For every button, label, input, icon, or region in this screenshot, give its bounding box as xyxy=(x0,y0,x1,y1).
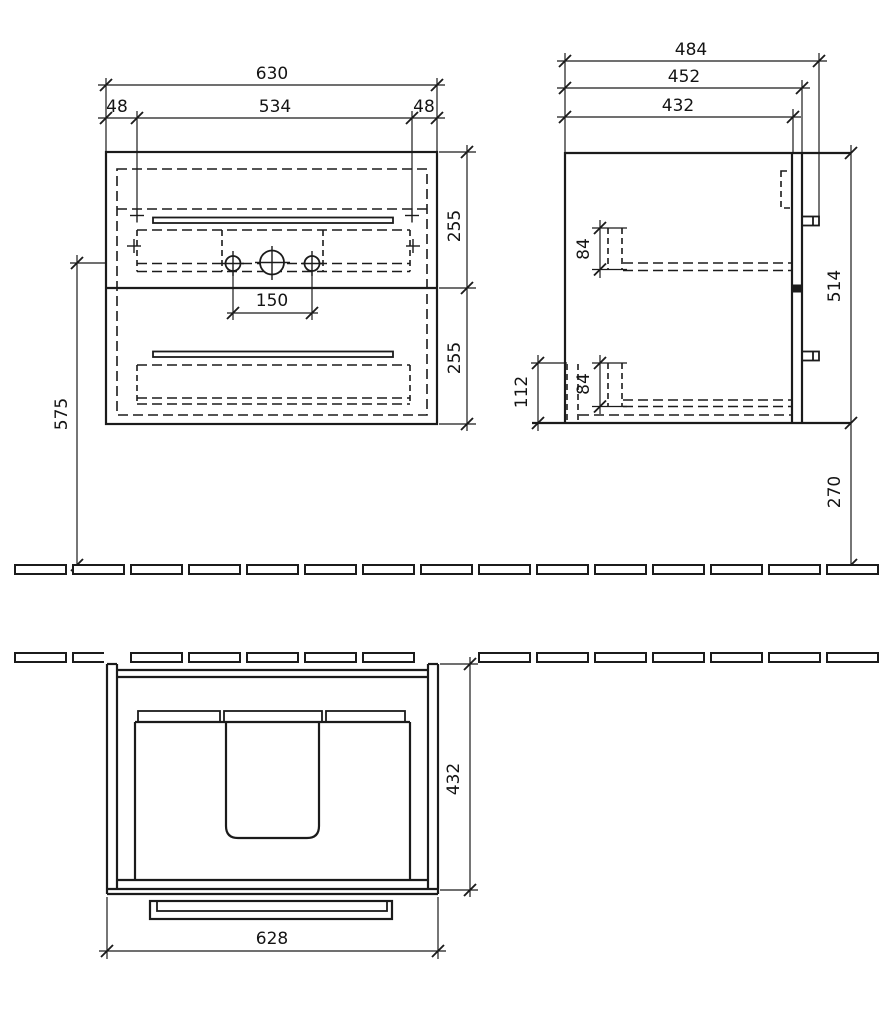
top-view xyxy=(99,657,478,959)
dim-label-432-side: 432 xyxy=(661,96,695,116)
dim-side-carcass-depth xyxy=(557,67,810,94)
dim-upper-bracket xyxy=(574,220,606,278)
dim-label-255-upper: 255 xyxy=(445,209,465,243)
dim-top-front-width xyxy=(99,929,446,957)
dim-height-and-clearance xyxy=(825,145,857,571)
dim-front-mount-height xyxy=(52,255,83,571)
hanging-rail-dashed xyxy=(781,171,792,208)
wall-bracket-lower xyxy=(802,352,819,361)
dim-label-112: 112 xyxy=(512,375,532,409)
floor-hatch-line xyxy=(14,564,884,575)
dim-top-depth xyxy=(444,657,476,897)
dim-front-clearance xyxy=(512,355,544,431)
dim-label-255-lower: 255 xyxy=(445,341,465,375)
dim-label-84-upper: 84 xyxy=(574,238,594,260)
wall-bracket-upper xyxy=(802,217,819,226)
dim-label-84-lower: 84 xyxy=(574,373,594,395)
dim-label-575: 575 xyxy=(52,397,72,431)
dim-label-270: 270 xyxy=(825,475,845,509)
dim-side-inner-depth xyxy=(557,96,801,123)
front-view xyxy=(52,64,476,571)
drawer-rail-center xyxy=(224,711,322,722)
drawer-rail-left xyxy=(138,711,220,722)
dim-label-484: 484 xyxy=(674,40,708,60)
dim-front-offsets xyxy=(98,97,445,124)
dim-label-48-left: 48 xyxy=(106,97,128,117)
basin-cutout xyxy=(226,722,319,838)
dim-label-150: 150 xyxy=(255,291,289,311)
dim-side-total-depth xyxy=(557,40,827,67)
dim-label-48-right: 48 xyxy=(413,97,435,117)
lower-handle-rail xyxy=(153,352,393,358)
dim-hole-spacing xyxy=(227,291,318,319)
dim-label-432-top: 432 xyxy=(444,762,464,796)
dim-label-630: 630 xyxy=(255,64,289,84)
dim-front-total-width xyxy=(98,64,445,91)
dim-label-452: 452 xyxy=(667,67,701,87)
upper-handle-rail xyxy=(153,218,393,224)
dim-label-514: 514 xyxy=(825,269,845,303)
side-view xyxy=(512,40,857,571)
back-panel-joint xyxy=(791,285,803,293)
drawer-rail-right xyxy=(326,711,405,722)
wall-hatch-line xyxy=(14,652,884,663)
front-handle xyxy=(150,901,392,919)
dim-label-628: 628 xyxy=(255,929,289,949)
hole-center-marks xyxy=(222,246,323,280)
dim-label-534: 534 xyxy=(258,97,292,117)
